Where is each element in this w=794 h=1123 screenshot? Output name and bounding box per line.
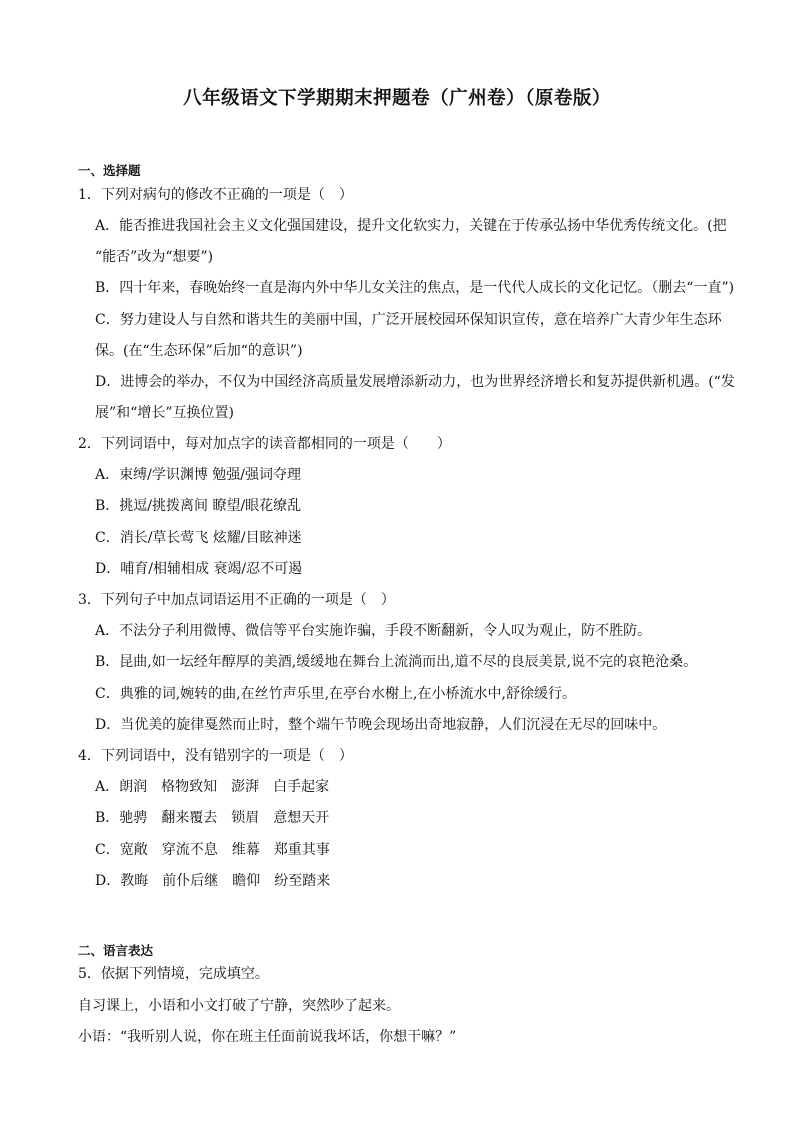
question-3-stem: 3．下列句子中加点词语运用不正确的一项是（ ） xyxy=(78,592,395,608)
question-2-option-c: C．消长/草长莺飞 炫耀/目眩神迷 xyxy=(95,530,302,546)
question-5-dialogue: 小语：“我听别人说，你在班主任面前说我坏话，你想干嘛？” xyxy=(78,1029,457,1045)
question-1-option-a: A．能否推进我国社会主义文化强国建设，提升文化软实力，关键在于传承弘扬中华优秀传统文化。(把 xyxy=(95,218,727,234)
question-1-option-c: C．努力建设人与自然和谐共生的美丽中国，广泛开展校园环保知识宣传，意在培养广大青少年生态环 xyxy=(95,312,722,328)
question-4-option-b: B．驰骋 翻来覆去 锁眉 意想天开 xyxy=(95,810,330,826)
question-1-option-b: B．四十年来，春晚始终一直是海内外中华儿女关注的焦点，是一代代人成长的文化记忆。（删去“一直”) xyxy=(95,280,735,296)
question-5-stem: 5．依据下列情境，完成填空。 xyxy=(78,966,269,982)
question-3-option-a: A．不法分子利用微博、微信等平台实施诈骗，手段不断翻新，令人叹为观止，防不胜防。 xyxy=(95,623,652,639)
question-4-stem: 4．下列词语中，没有错别字的一项是（ ） xyxy=(78,748,353,764)
question-1-option-a-cont: “能否”改为“想要”) xyxy=(95,249,214,265)
question-1-option-c-cont: 保。(在“生态环保”后加“的意识”) xyxy=(95,343,303,359)
question-3-option-b: B．昆曲,如一坛经年醇厚的美酒,缓缓地在舞台上流淌而出,道不尽的良辰美景,说不完的哀艳沧桑。 xyxy=(95,654,698,670)
question-3-option-c: C．典雅的词,婉转的曲,在丝竹声乐里,在亭台水榭上,在小桥流水中,舒徐缓行。 xyxy=(95,686,576,702)
section-heading-choice: 一、选择题 xyxy=(78,163,141,178)
question-1-option-d: D．进博会的举办，不仅为中国经济高质量发展增添新动力，也为世界经济增长和复苏提供新机遇。(“发 xyxy=(95,374,735,390)
document-title: 八年级语文下学期期末押题卷（广州卷）（原卷版） xyxy=(183,88,611,109)
question-5-context: 自习课上，小语和小文打破了宁静，突然吵了起来。 xyxy=(78,998,400,1014)
question-4-option-d: D．教晦 前仆后继 瞻仰 纷至踏来 xyxy=(95,873,331,889)
question-2-option-b: B．挑逗/挑拨离间 瞭望/眼花缭乱 xyxy=(95,498,302,514)
question-2-option-d: D．哺育/相辅相成 衰竭/忍不可遏 xyxy=(95,561,303,577)
question-4-option-c: C．宽敞 穿流不息 维幕 郑重其事 xyxy=(95,842,330,858)
question-2-stem: 2．下列词语中，每对加点字的读音都相同的一项是（ ） xyxy=(78,436,451,452)
question-3-option-d: D．当优美的旋律戛然而止时，整个端午节晚会现场出奇地寂静，人们沉浸在无尽的回味中。 xyxy=(95,717,667,733)
section-heading-language: 二、语言表达 xyxy=(78,943,154,958)
question-1-stem: 1．下列对病句的修改不正确的一项是（ ） xyxy=(78,187,353,203)
question-4-option-a: A．朗润 格物致知 澎湃 白手起家 xyxy=(95,779,330,795)
question-2-option-a: A．束缚/学识渊博 勉强/强词夺理 xyxy=(95,467,301,483)
question-1-option-d-cont: 展”和“增长”互换位置) xyxy=(95,405,234,421)
